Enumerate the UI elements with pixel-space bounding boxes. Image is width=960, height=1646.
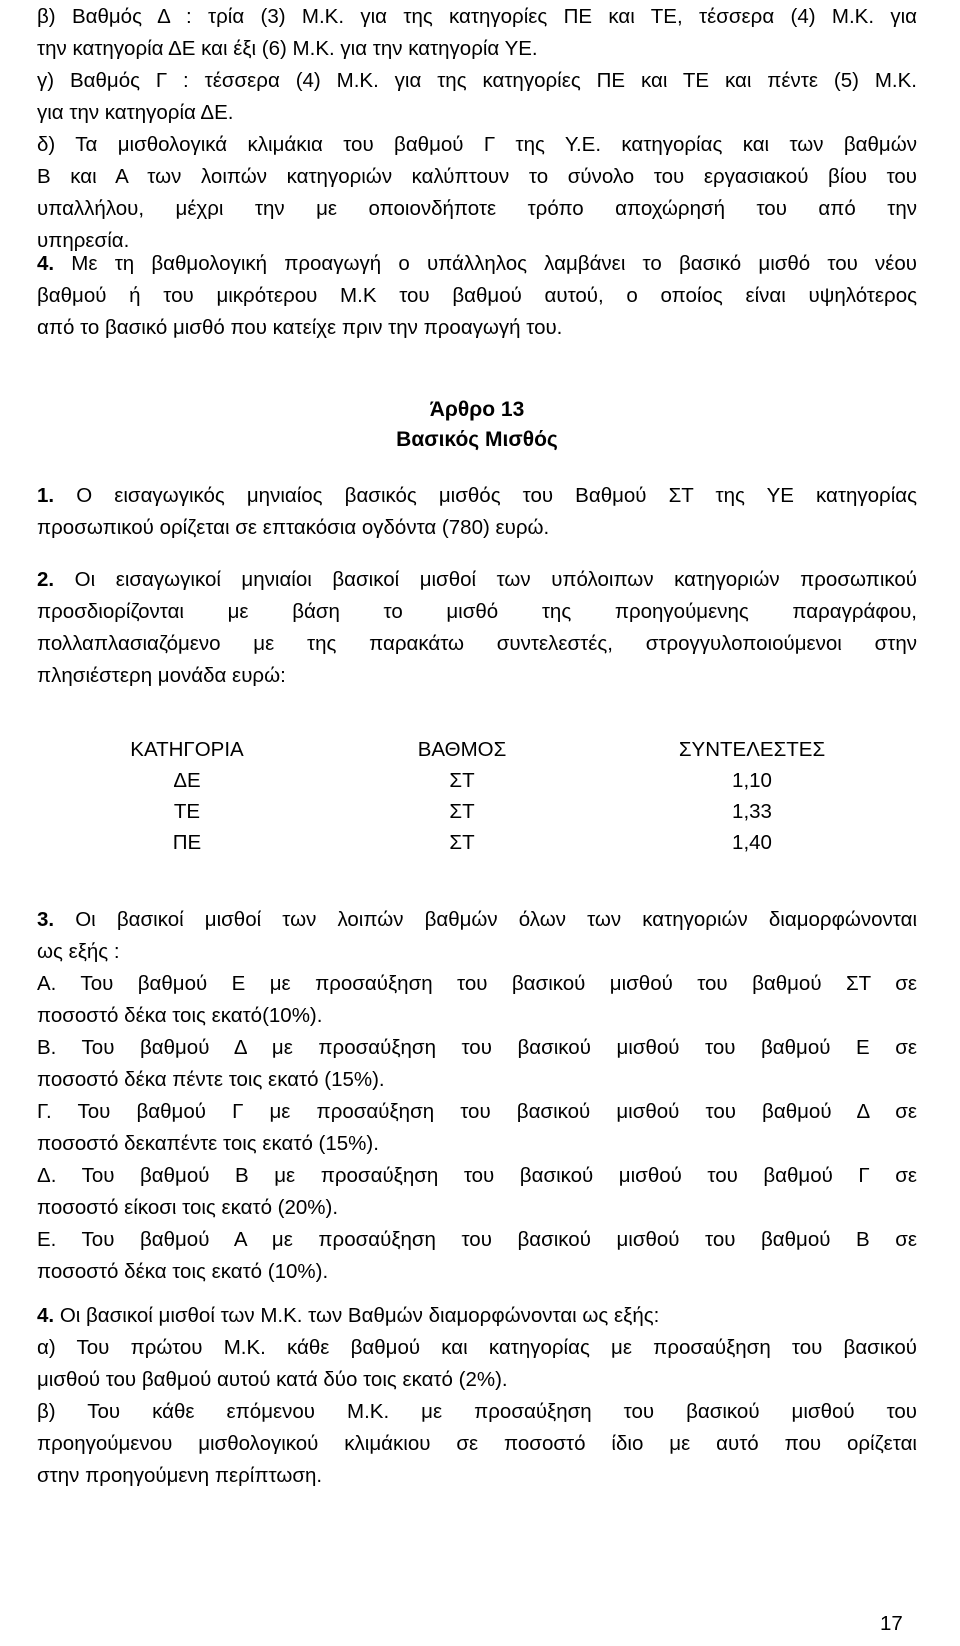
table-cell: 1,33 <box>732 800 772 823</box>
text-line: την κατηγορία ΔΕ και έξι (6) Μ.Κ. για την κατηγορία ΥΕ. <box>37 37 538 60</box>
paragraph-number: 2. <box>37 568 55 591</box>
text-line: στην προηγούμενη περίπτωση. <box>37 1464 323 1487</box>
text-line: από το βασικό μισθό που κατείχε πριν την προαγωγή του. <box>37 316 563 339</box>
text-line <box>37 248 917 280</box>
text-line: Α. Του βαθμού Ε με προσαύξηση του βασικού μισθού του βαθμού ΣΤ σε <box>37 972 917 995</box>
text-line: υπαλλήλου, μέχρι την με οποιονδήποτε τρόπο αποχώρησή του από την <box>37 197 917 220</box>
article-subtitle: Βασικός Μισθός <box>396 428 558 451</box>
text-line: ποσοστό είκοσι τοις εκατό (20%). <box>37 1196 339 1219</box>
paragraph-number: 3. <box>37 908 55 931</box>
article-paragraph-1 <box>37 480 917 544</box>
text-line: προηγούμενου μισθολογικού κλιμάκιου σε ποσοστό ίδιο με αυτό που ορίζεται <box>37 1432 917 1455</box>
text-line: Δ. Του βαθμού Β με προσαύξηση του βασικού μισθού του βαθμού Γ σε <box>37 1164 917 1187</box>
table-cell: ΣΤ <box>449 769 475 792</box>
text-line: ποσοστό δεκαπέντε τοις εκατό (15%). <box>37 1132 379 1155</box>
text-line-body: Ο εισαγωγικός μηνιαίος βασικός μισθός του Βαθμού ΣΤ της ΥΕ κατηγορίας <box>76 484 917 507</box>
table-cell: ΤΕ <box>173 800 201 823</box>
text-line: βαθμού ή του μικρότερου Μ.Κ του βαθμού αυτού, ο οποίος είναι υψηλότερος <box>37 284 917 307</box>
article-paragraph-4 <box>37 1300 917 1492</box>
text-line-body: Οι βασικοί μισθοί των Μ.Κ. των Βαθμών διαμορφώνονται ως εξής: <box>59 1304 660 1327</box>
text-line: Γ. Του βαθμού Γ με προσαύξηση του βασικού μισθού του βαθμού Δ σε <box>37 1100 917 1123</box>
text-line: προσδιορίζονται με βάση το μισθό της προηγούμενης παραγράφου, <box>37 600 917 623</box>
text-line-body: Οι βασικοί μισθοί των λοιπών βαθμών όλων των κατηγοριών διαμορφώνονται <box>75 908 917 931</box>
article-paragraph-3 <box>37 904 917 1288</box>
article-title: Άρθρο 13 <box>429 398 525 421</box>
table-header: ΚΑΤΗΓΟΡΙΑ <box>130 738 244 761</box>
page-number: 17 <box>880 1612 903 1635</box>
paragraph-continuation <box>37 1 917 257</box>
table-row <box>37 796 917 828</box>
text-line: προσωπικού ορίζεται σε επτακόσια ογδόντα (780) ευρώ. <box>37 516 550 539</box>
text-line: α) Του πρώτου Μ.Κ. κάθε βαθμού και κατηγορίας με προσαύξηση του βασικού <box>37 1336 917 1359</box>
text-line: μισθού του βαθμού αυτού κατά δύο τοις εκατό (2%). <box>37 1368 508 1391</box>
table-header: ΣΥΝΤΕΛΕΣΤΕΣ <box>678 738 826 761</box>
text-line: Β και Α των λοιπών κατηγοριών καλύπτουν το σύνολο του εργασιακού βίου του <box>37 165 917 188</box>
text-line: πολλαπλασιαζόμενο με της παρακάτω συντελεστές, στρογγυλοποιούμενοι στην <box>37 632 917 655</box>
text-line: υπηρεσία. <box>37 229 130 252</box>
table-header-row <box>37 734 917 766</box>
paragraph-number: 4. <box>37 1304 55 1327</box>
paragraph-number: 4. <box>37 252 55 275</box>
text-line: Ε. Του βαθμού Α με προσαύξηση του βασικού μισθού του βαθμού Β σε <box>37 1228 917 1251</box>
table-cell: ΔΕ <box>173 769 201 792</box>
text-line-body: Οι εισαγωγικοί μηνιαίοι βασικοί μισθοί των υπόλοιπων κατηγοριών προσωπικού <box>74 568 917 591</box>
text-line <box>37 480 917 512</box>
text-line: ποσοστό δέκα πέντε τοις εκατό (15%). <box>37 1068 385 1091</box>
table-cell: ΣΤ <box>449 831 475 854</box>
table-cell: 1,10 <box>732 769 772 792</box>
text-line: για την κατηγορία ΔΕ. <box>37 101 234 124</box>
text-line <box>37 564 917 596</box>
text-line: β) Του κάθε επόμενου Μ.Κ. με προσαύξηση του βασικού μισθού του <box>37 1400 917 1423</box>
text-line <box>37 904 917 936</box>
text-line: ποσοστό δέκα τοις εκατό(10%). <box>37 1004 323 1027</box>
paragraph-4 <box>37 248 917 344</box>
text-line: Β. Του βαθμού Δ με προσαύξηση του βασικού μισθού του βαθμού Ε σε <box>37 1036 917 1059</box>
text-line: β) Βαθμός Δ : τρία (3) Μ.Κ. για της κατηγορίες ΠΕ και ΤΕ, τέσσερα (4) Μ.Κ. για <box>37 5 917 28</box>
text-line: δ) Τα μισθολογικά κλιμάκια του βαθμού Γ της Υ.Ε. κατηγορίας και των βαθμών <box>37 133 917 156</box>
text-line: ποσοστό δέκα τοις εκατό (10%). <box>37 1260 329 1283</box>
table-row <box>37 765 917 797</box>
table-row <box>37 827 917 859</box>
text-line: πλησιέστερη μονάδα ευρώ: <box>37 664 286 687</box>
table-cell: ΣΤ <box>449 800 475 823</box>
text-line-body: Με τη βαθμολογική προαγωγή ο υπάλληλος λαμβάνει το βασικό μισθό του νέου <box>71 252 917 275</box>
table-header: ΒΑΘΜΟΣ <box>417 738 507 761</box>
text-line: γ) Βαθμός Γ : τέσσερα (4) Μ.Κ. για της κατηγορίες ΠΕ και ΤΕ και πέντε (5) Μ.Κ. <box>37 69 917 92</box>
table-cell: 1,40 <box>732 831 772 854</box>
text-line: ως εξής : <box>37 940 120 963</box>
article-paragraph-2 <box>37 564 917 692</box>
paragraph-number: 1. <box>37 484 55 507</box>
text-line <box>37 1300 917 1332</box>
table-cell: ΠΕ <box>172 831 202 854</box>
